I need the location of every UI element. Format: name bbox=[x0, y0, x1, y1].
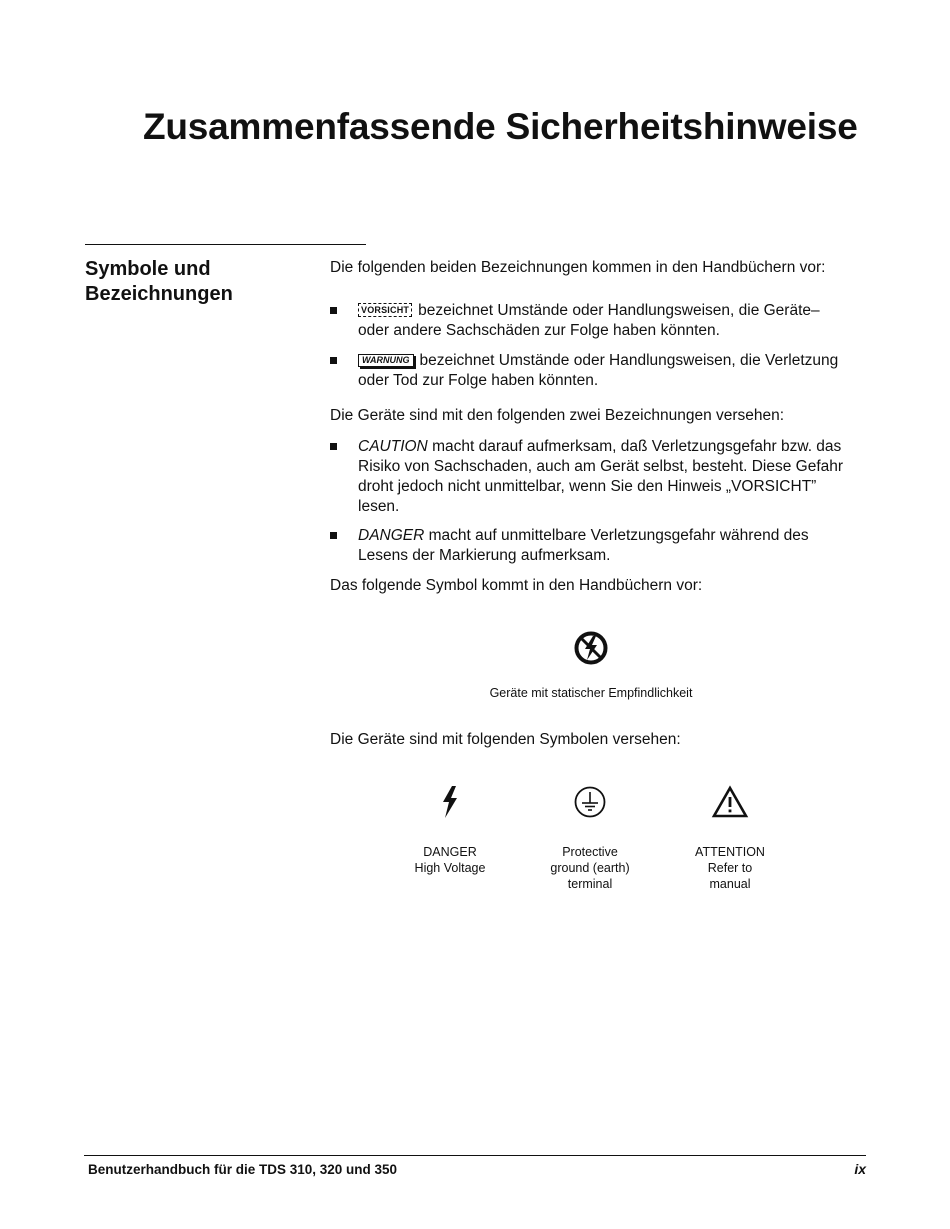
intro-device-terms: Die Geräte sind mit den folgenden zwei Bezeichnungen versehen: bbox=[330, 407, 785, 424]
symbol-caption-line: DANGER bbox=[423, 845, 477, 859]
footer-divider bbox=[84, 1155, 866, 1156]
warnung-description: bezeichnet Umstände oder Handlungsweisen, die Verletzung oder Tod zur Folge haben könnten. bbox=[358, 352, 839, 389]
symbol-caption-line: ATTENTION bbox=[695, 845, 765, 859]
caution-term: CAUTION bbox=[358, 438, 428, 455]
bullet-icon bbox=[330, 443, 337, 450]
danger-description: macht auf unmittelbare Verletzungsgefahr während des Lesens der Markierung aufmerksam. bbox=[358, 527, 809, 564]
attention-symbol bbox=[680, 785, 780, 892]
symbol-caption-line: Protective bbox=[562, 845, 618, 859]
intro-device-symbols: Die Geräte sind mit folgenden Symbolen versehen: bbox=[330, 731, 681, 748]
symbol-caption-line: ground (earth) bbox=[550, 861, 630, 875]
footer-manual-title: Benutzerhandbuch für die TDS 310, 320 und 350 bbox=[88, 1162, 398, 1177]
vorsicht-badge: VORSICHT bbox=[358, 303, 412, 317]
high-voltage-symbol bbox=[400, 785, 500, 876]
list-item bbox=[330, 301, 850, 341]
bullet-icon bbox=[330, 532, 337, 539]
symbol-caption-line: terminal bbox=[567, 877, 613, 891]
symbol-caption-line: High Voltage bbox=[414, 861, 486, 875]
page-title: Zusammenfassende Sicherheitshinweise bbox=[143, 106, 858, 147]
section-divider bbox=[85, 244, 366, 245]
danger-term: DANGER bbox=[358, 527, 425, 544]
ground-terminal-icon bbox=[573, 785, 607, 819]
section-heading: Symbole und Bezeichnungen bbox=[85, 258, 233, 305]
list-item bbox=[330, 437, 850, 517]
intro-manual-symbol: Das folgende Symbol kommt in den Handbüchern vor: bbox=[330, 577, 703, 594]
intro-manual-terms: Die folgenden beiden Bezeichnungen kommen in den Handbüchern vor: bbox=[330, 259, 826, 276]
symbol-caption-line: manual bbox=[709, 877, 751, 891]
static-sensitive-icon bbox=[573, 630, 609, 666]
high-voltage-icon bbox=[437, 785, 463, 819]
static-symbol-caption: Geräte mit statischer Empfindlichkeit bbox=[489, 686, 693, 700]
vorsicht-description: bezeichnet Umstände oder Handlungsweisen, die Geräte– oder andere Sachschäden zur Folge haben könnten. bbox=[358, 302, 820, 339]
static-symbol-figure bbox=[441, 630, 741, 701]
bullet-icon bbox=[330, 357, 337, 364]
list-item bbox=[330, 526, 850, 566]
caution-description: macht darauf aufmerksam, daß Verletzungsgefahr bzw. das Risiko von Sachschaden, auch am Gerät selbst, besteht. Diese Gefahr droht jedoch nicht unmittelbar, wenn Sie den Hinweis „VORSICHT” lesen. bbox=[358, 438, 844, 515]
ground-terminal-symbol bbox=[540, 785, 640, 892]
bullet-icon bbox=[330, 307, 337, 314]
footer-page-number: ix bbox=[854, 1161, 866, 1177]
attention-triangle-icon bbox=[711, 785, 749, 819]
warnung-badge: WARNUNG bbox=[358, 354, 414, 367]
list-item bbox=[330, 351, 850, 391]
symbol-caption-line: Refer to bbox=[707, 861, 753, 875]
